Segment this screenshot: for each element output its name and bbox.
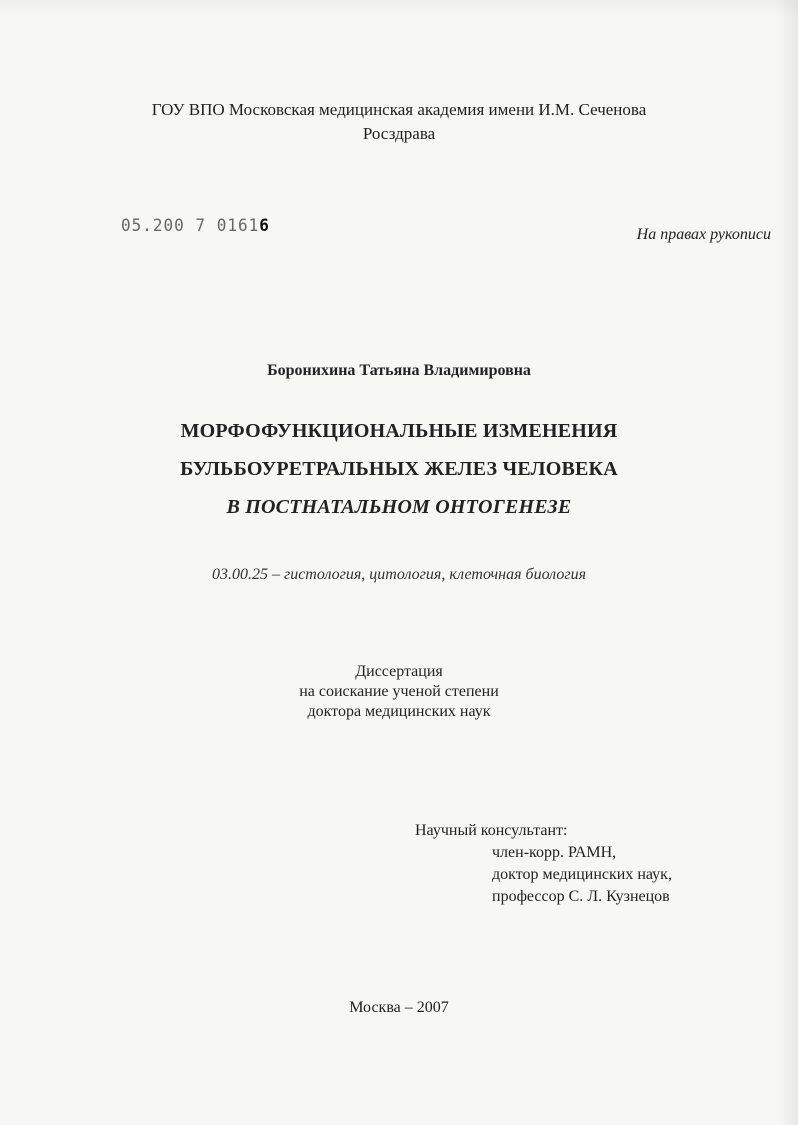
consultant-line-2: доктор медицинских наук, <box>492 866 672 883</box>
thesis-line-1: Диссертация <box>355 663 443 680</box>
registration-stamp <box>121 215 270 236</box>
title-line-3: В ПОСТНАТАЛЬНОМ ОНТОГЕНЕЗЕ <box>226 496 572 518</box>
page-edge-shadow <box>776 0 798 1125</box>
consultant-line-1: член-корр. РАМН, <box>492 844 617 861</box>
institution-line-2: Росздрава <box>362 124 436 143</box>
scientific-consultant <box>415 820 745 908</box>
title-line-2: БУЛЬБОУРЕТРАЛЬНЫХ ЖЕЛЕЗ ЧЕЛОВЕКА <box>180 458 618 480</box>
registration-stamp-prefix: 05.200 7 0161 <box>121 215 260 236</box>
consultant-line-3: профессор С. Л. Кузнецов <box>492 888 670 905</box>
page-top-shadow <box>0 0 798 18</box>
rights-note: На правах рукописи <box>636 226 771 243</box>
thesis-line-3: доктора медицинских наук <box>307 703 491 720</box>
specialty-code: 03.00.25 – гистология, цитология, клеточная биология <box>211 566 587 583</box>
institution-line-1: ГОУ ВПО Московская медицинская академия имени И.М. Сеченова <box>151 100 647 119</box>
title-line-1: МОРФОФУНКЦИОНАЛЬНЫЕ ИЗМЕНЕНИЯ <box>180 420 618 442</box>
city-year: Москва – 2007 <box>349 999 449 1016</box>
registration-stamp-suffix: 6 <box>259 215 270 236</box>
institution-header <box>0 98 798 146</box>
consultant-label: Научный консультант: <box>415 822 568 839</box>
author-name: Боронихина Татьяна Владимировна <box>267 362 531 379</box>
dissertation-title <box>0 412 798 526</box>
thesis-line-2: на соискание ученой степени <box>299 683 499 700</box>
thesis-description <box>0 662 798 722</box>
